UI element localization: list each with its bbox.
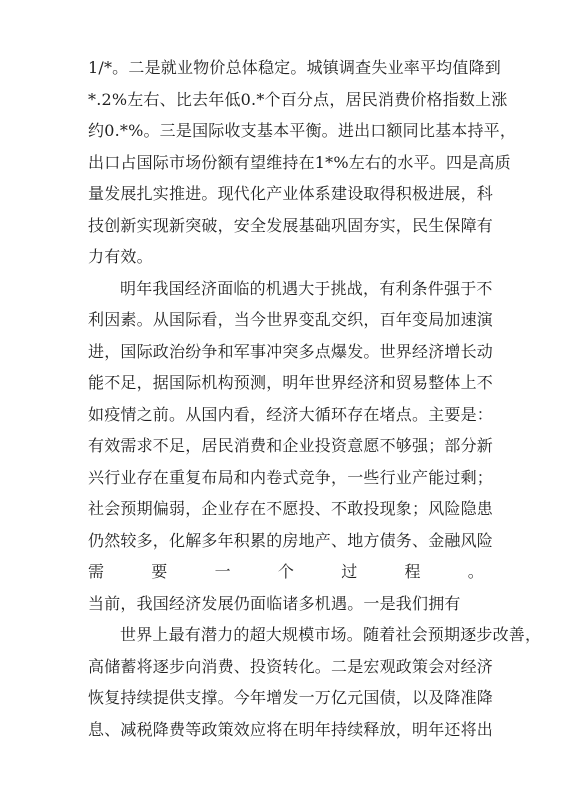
text-line: 利因素。从国际看，当今世界变乱交织，百年变局加速演 — [88, 304, 484, 336]
text-line: 出口占国际市场份额有望维持在1*%左右的水平。四是高质 — [88, 147, 484, 179]
text-line: 1/*。二是就业物价总体稳定。城镇调查失业率平均值降到 — [88, 52, 484, 84]
text-line: *.2%左右、比去年低0.*个百分点，居民消费价格指数上涨 — [88, 84, 484, 116]
text-line: 恢复持续提供支撑。今年增发一万亿元国债，以及降准降 — [88, 682, 484, 714]
text-line: 息、减税降费等政策效应将在明年持续释放，明年还将出 — [88, 714, 484, 746]
text-line: 进，国际政治纷争和军事冲突多点爆发。世界经济增长动 — [88, 336, 484, 368]
text-line — [88, 745, 484, 777]
text-line: 社会预期偏弱，企业存在不愿投、不敢投现象；风险隐患 — [88, 493, 484, 525]
text-line: 兴行业存在重复布局和内卷式竞争，一些行业产能过剩； — [88, 462, 484, 494]
text-line: 约0.*%。三是国际收支基本平衡。进出口额同比基本持平， — [88, 115, 484, 147]
paragraph-first-line: 明年我国经济面临的机遇大于挑战，有利条件强于不 — [88, 273, 484, 305]
text-line: 有效需求不足，居民消费和企业投资意愿不够强；部分新 — [88, 430, 484, 462]
text-line: 力有效。 — [88, 241, 484, 273]
text-line: 量发展扎实推进。现代化产业体系建设取得积极进展，科 — [88, 178, 484, 210]
text-line: 当前，我国经济发展仍面临诸多机遇。一是我们拥有 — [88, 588, 484, 620]
paragraph-first-line: 世界上最有潜力的超大规模市场。随着社会预期逐步改善， — [88, 619, 484, 651]
text-line: 高储蓄将逐步向消费、投资转化。二是宏观政策会对经济 — [88, 651, 484, 683]
text-line: 仍然较多，化解多年积累的房地产、地方债务、金融风险 — [88, 525, 484, 557]
text-line: 如疫情之前。从国内看，经济大循环存在堵点。主要是： — [88, 399, 484, 431]
text-line: 技创新实现新突破，安全发展基础巩固夯实，民生保障有 — [88, 210, 484, 242]
text-line: 需要一个过程。 — [88, 556, 484, 588]
body-text — [88, 52, 484, 808]
text-line — [88, 777, 484, 808]
text-line: 能不足，据国际机构预测，明年世界经济和贸易整体上不 — [88, 367, 484, 399]
